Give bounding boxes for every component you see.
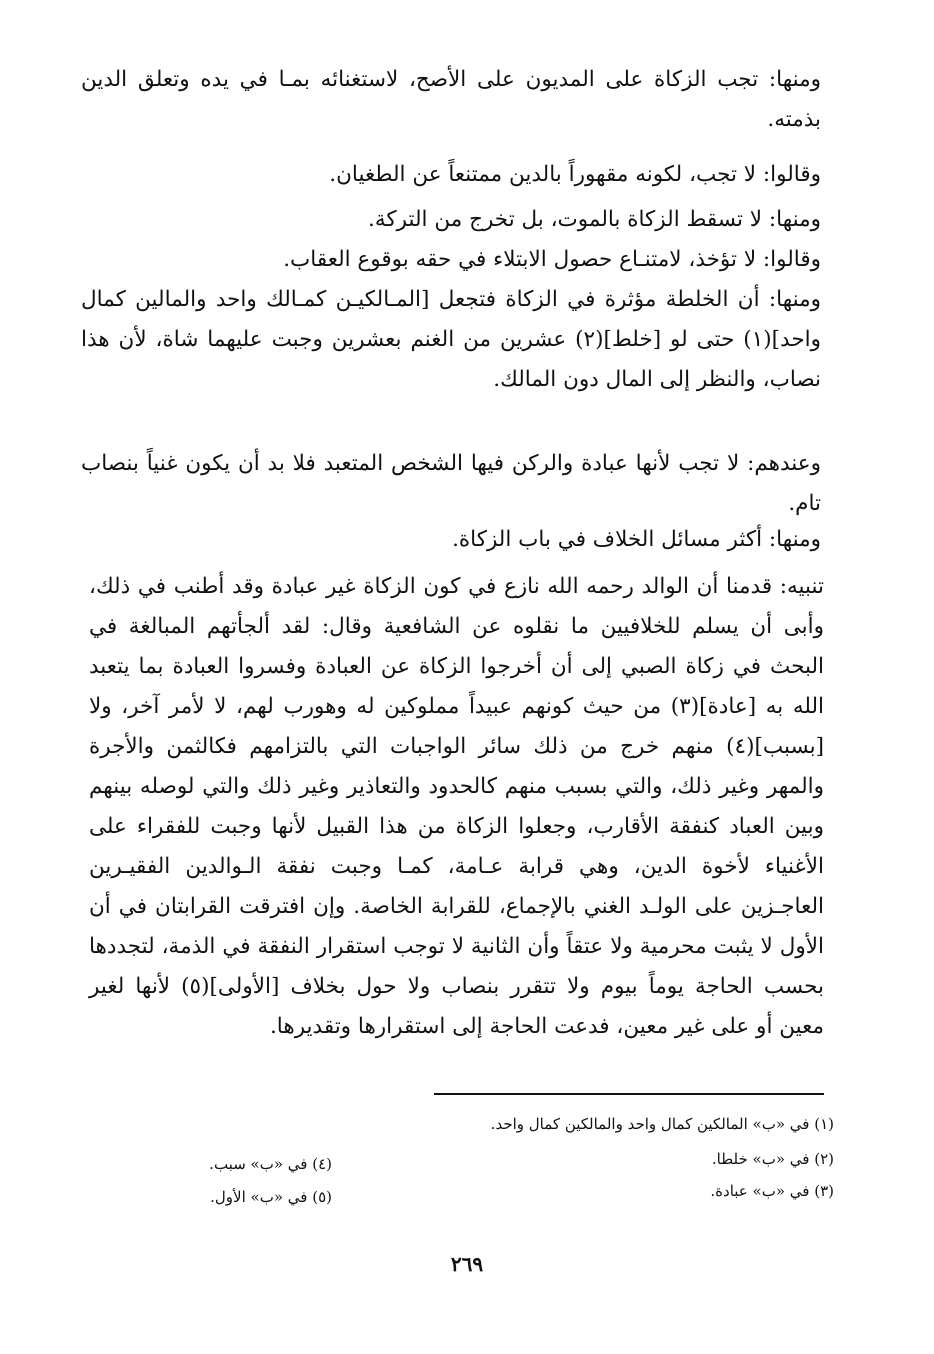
footnote-3: (٣) في «ب» عبادة. xyxy=(710,1182,834,1200)
footnote-separator xyxy=(434,1093,824,1095)
paragraph-their-view: وعندهم: لا تجب لأنها عبادة والركن فيها الشخص المتعبد فلا بد أن يكون غنياً بنصاب تام. xyxy=(81,451,821,516)
paragraph-debtor-zakat: ومنها: تجب الزكاة على المديون على الأصح، لاستغنائه بمـا في يده وتعلق الدين بذمته. xyxy=(81,67,821,132)
paragraph-tanbih-note: تنبيه: قدمنا أن الوالد رحمه الله نازع في كون الزكاة غير عبادة وقد أطنب في ذلك، وأبى أن يسلم للخلافيين ما نقلوه عن الشافعية وقال: لقد ألجأتهم المبالغة في البحث في زكاة الصبي إلى أن أخرجوا الزكاة عن العبادة وفسروا العبادة بما يتعبد الله به [عادة](٣) من حيث كونهم عبيداً مملوكين له وهورب لهم، لا لأمر آخر، ولا [بسبب](٤) منهم خرج من ذلك سائر الواجبات التي بالتزامهم فكالثمن والأجرة والمهر وغير ذلك، والتي بسبب منهم كالحدود والتعاذير وغير ذلك والتي لوصله بينهم وبين العباد كنفقة الأقارب، وجعلوا الزكاة من هذا القبيل لأنها وجبت للفقراء على الأغنياء لأخوة الدين، وهي قرابة عـامة، كمـا وجبت نفقة الـوالدين الفقيـرين العاجـزين على الولـد الغني بالإجماع، للقرابة الخاصة. وإن افترقت القرابتان في أن الأول لا يثبت محرمية ولا عتقاً وأن الثانية لا توجب استقرار النفقة في الذمة، لتجددها بحسب الحاجة يوماً بيوم ولا تتقرر بنصاب ولا حول بخلاف [الأولى](٥) لأنها لغير معين أو على غير معين، فدعت الحاجة إلى استقرارها وتقديرها. xyxy=(89,574,825,1039)
paragraph-death-not-void: ومنها: لا تسقط الزكاة بالموت، بل تخرج من التركة. xyxy=(368,207,821,232)
footnote-4: (٤) في «ب» سبب. xyxy=(209,1155,332,1173)
footnote-1: (١) في «ب» المالكين كمال واحد والمالكين كمال واحد. xyxy=(490,1115,834,1133)
footnote-2: (٢) في «ب» خلطا. xyxy=(711,1150,834,1168)
paragraph-they-said-not-taken: وقالوا: لا تؤخذ، لامتنـاع حصول الابتلاء في حقه بوقوع العقاب. xyxy=(283,247,821,272)
page-number: ٢٦٩ xyxy=(450,1252,484,1276)
paragraph-most-disputes: ومنها: أكثر مسائل الخلاف في باب الزكاة. xyxy=(452,527,821,552)
paragraph-khulta: ومنها: أن الخلطة مؤثرة في الزكاة فتجعل [المـالكيـن كمـالك واحد والمالين كمال واحد](١) حتى لو [خلط](٢) عشرين من الغنم بعشرين وجبت عليهما شاة، لأن هذا نصاب، والنظر إلى المال دون المالك. xyxy=(81,287,821,392)
footnote-5: (٥) في «ب» الأول. xyxy=(210,1188,332,1206)
paragraph-they-said-no-zakat: وقالوا: لا تجب، لكونه مقهوراً بالدين ممتنعاً عن الطغيان. xyxy=(329,162,821,187)
